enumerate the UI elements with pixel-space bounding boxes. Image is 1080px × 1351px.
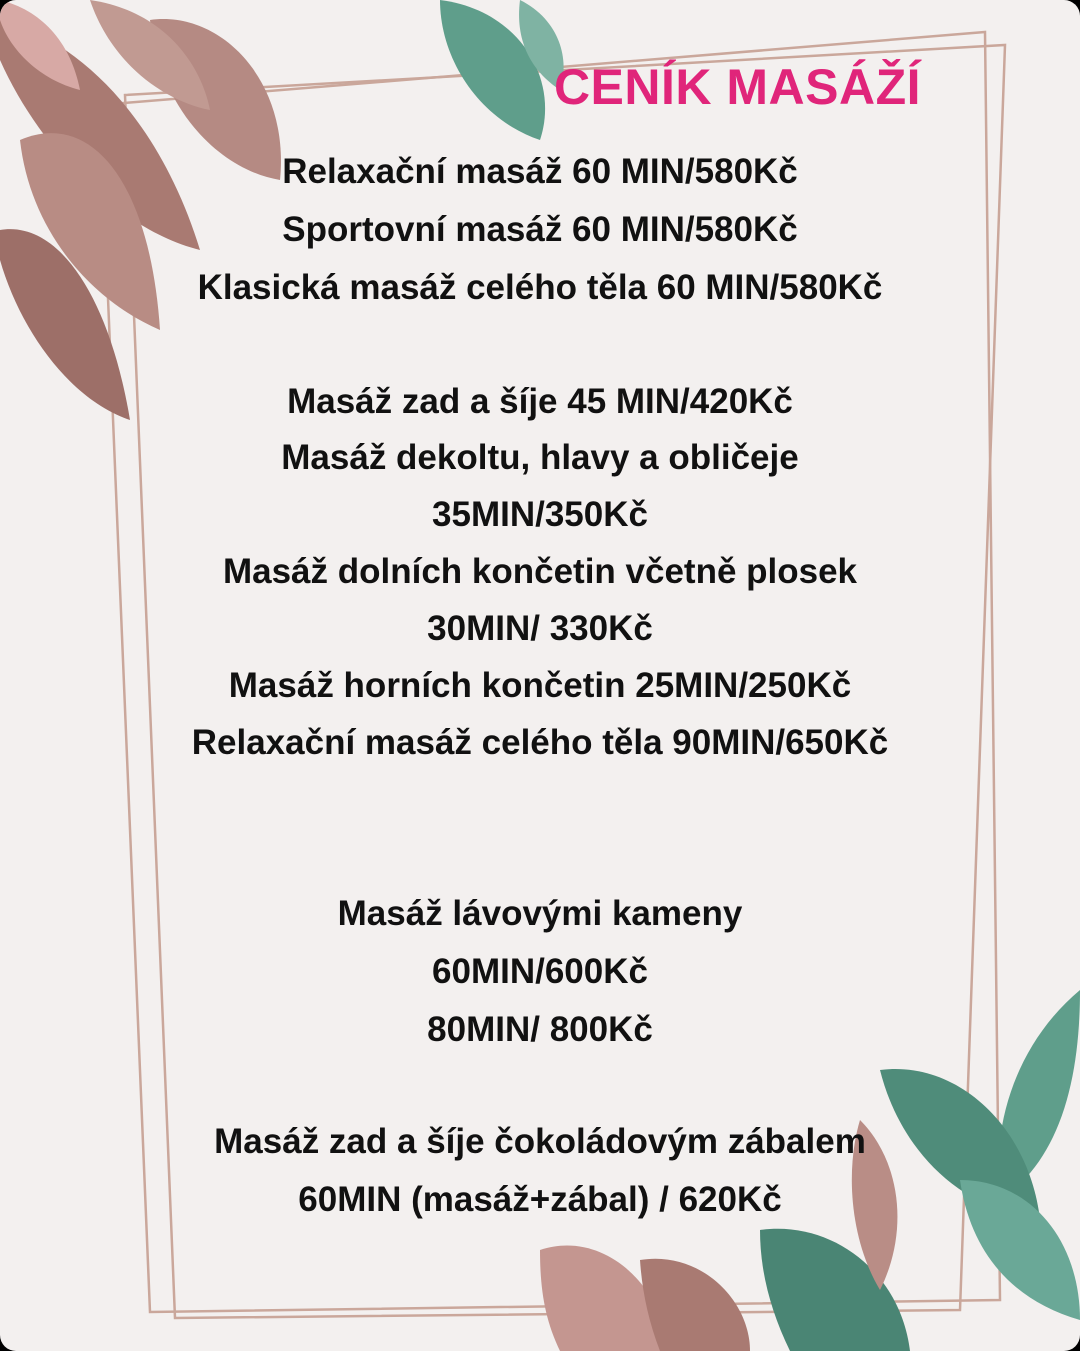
price-line: Masáž dolních končetin včetně plosek [222, 552, 858, 591]
price-line: Klasická masáž celého těla 60 MIN/580Kč [197, 268, 883, 307]
price-line: Relaxační masáž 60 MIN/580Kč [282, 152, 798, 191]
price-line: Masáž zad a šíje 45 MIN/420Kč [287, 382, 793, 421]
price-line: 60MIN (masáž+zábal) / 620Kč [298, 1180, 782, 1219]
price-line: 60MIN/600Kč [432, 952, 648, 991]
price-line: Masáž lávovými kameny [337, 894, 743, 933]
price-line: Relaxační masáž celého těla 90MIN/650Kč [191, 723, 889, 762]
page-title: CENÍK MASÁŽÍ [553, 59, 922, 115]
price-line: 35MIN/350Kč [432, 495, 648, 534]
price-line: Masáž dekoltu, hlavy a obličeje [281, 438, 799, 477]
price-line: Masáž zad a šíje čokoládovým zábalem [214, 1122, 866, 1161]
price-line: Sportovní masáž 60 MIN/580Kč [282, 210, 798, 249]
price-line: 30MIN/ 330Kč [427, 609, 653, 648]
price-line: 80MIN/ 800Kč [427, 1010, 653, 1049]
price-line: Masáž horních končetin 25MIN/250Kč [228, 666, 852, 705]
